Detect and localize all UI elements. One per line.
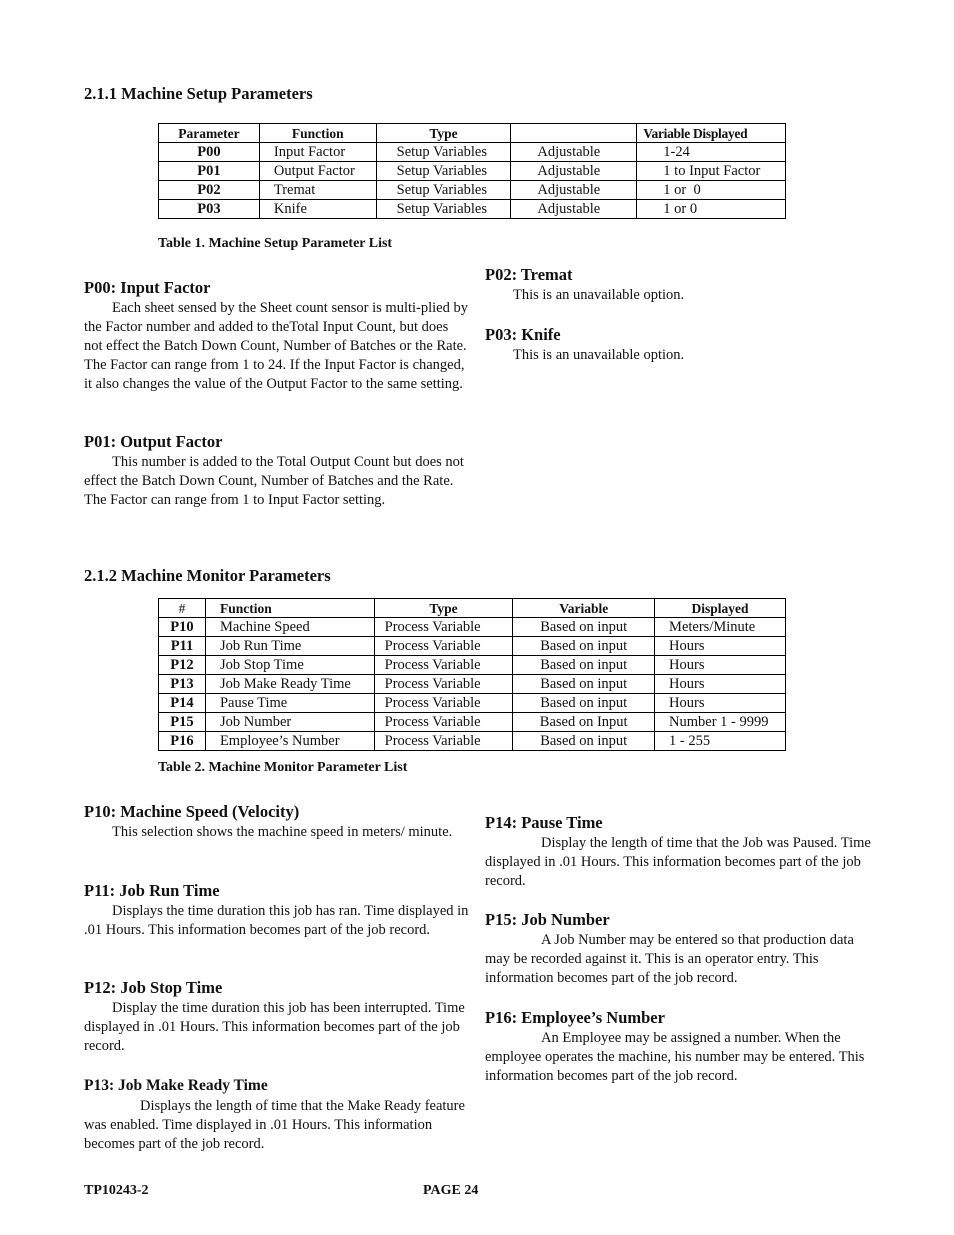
- table-row: [159, 162, 786, 181]
- p16-section: [485, 1007, 873, 1086]
- param-type: Process Variable: [374, 713, 513, 732]
- p16-title: P16: Employee’s Number: [485, 1008, 665, 1027]
- param-code: P16: [159, 732, 206, 751]
- param-type: Setup Variables: [376, 162, 511, 181]
- p00-body-text: Each sheet sensed by the Sheet count sensor is multi-plied by the Factor number and added to theTotal Input Count, but does not effect the Batch Down Count, Number of Batches or the Rate. The Factor can range from 1 to 24. If the Input Factor is changed, it also changes the value of the Output Factor to the same setting.: [84, 300, 468, 392]
- p10-body-text: This selection shows the machine speed in meters/ minute.: [112, 824, 453, 840]
- footer-page-number: PAGE 24: [423, 1183, 479, 1198]
- header-cell: Function: [259, 124, 376, 143]
- p03-body: [485, 346, 870, 365]
- param-function: Job Stop Time: [205, 656, 374, 675]
- param-variable: Based on input: [513, 656, 655, 675]
- table-header-row: [159, 124, 786, 143]
- table-header-row: [159, 599, 786, 618]
- p01-section: [84, 431, 470, 510]
- p13-body-text: Displays the length of time that the Make Ready feature was enabled. Time displayed in .01 Hours. This information becomes part of the job record.: [84, 1098, 465, 1152]
- p15-body-text: A Job Number may be entered so that production data may be recorded against it. This is an operator entry. This information becomes part of the job record.: [485, 932, 854, 986]
- param-type: Process Variable: [374, 732, 513, 751]
- p11-body-text: Displays the time duration this job has ran. Time displayed in .01 Hours. This information becomes part of the job record.: [84, 903, 469, 938]
- param-range: 1 or 0: [637, 181, 786, 200]
- param-displayed: Hours: [655, 694, 786, 713]
- p14-body: [485, 834, 873, 891]
- p03-body-text: This is an unavailable option.: [513, 347, 685, 363]
- param-function: Job Run Time: [205, 637, 374, 656]
- param-range: 1 to Input Factor: [637, 162, 786, 181]
- header-cell: #: [159, 599, 206, 618]
- param-code: P14: [159, 694, 206, 713]
- table-row: [159, 637, 786, 656]
- p00-title: P00: Input Factor: [84, 278, 211, 297]
- param-function: Knife: [259, 200, 376, 219]
- param-mode: Adjustable: [511, 143, 637, 162]
- p11-body: [84, 902, 472, 940]
- param-code: P12: [159, 656, 206, 675]
- header-cell: Displayed: [655, 599, 786, 618]
- param-code: P15: [159, 713, 206, 732]
- param-code: P02: [159, 181, 260, 200]
- param-displayed: Hours: [655, 675, 786, 694]
- header-cell: Type: [376, 124, 511, 143]
- param-function: Employee’s Number: [205, 732, 374, 751]
- param-code: P01: [159, 162, 260, 181]
- setup-heading: 2.1.1 Machine Setup Parameters: [84, 84, 313, 103]
- p10-body: [84, 823, 472, 842]
- p15-title: P15: Job Number: [485, 910, 610, 929]
- param-type: Process Variable: [374, 694, 513, 713]
- header-cell: Type: [374, 599, 513, 618]
- p01-body: [84, 453, 470, 510]
- param-function: Input Factor: [259, 143, 376, 162]
- p00-section: [84, 277, 470, 394]
- param-function: Tremat: [259, 181, 376, 200]
- param-displayed: Number 1 - 9999: [655, 713, 786, 732]
- param-function: Machine Speed: [205, 618, 374, 637]
- param-type: Process Variable: [374, 618, 513, 637]
- header-cell: Parameter: [159, 124, 260, 143]
- table-row: [159, 618, 786, 637]
- p12-title: P12: Job Stop Time: [84, 978, 223, 997]
- param-variable: Based on input: [513, 694, 655, 713]
- table-row: [159, 200, 786, 219]
- param-mode: Adjustable: [511, 181, 637, 200]
- param-range: 1 or 0: [637, 200, 786, 219]
- param-variable: Based on input: [513, 637, 655, 656]
- param-type: Process Variable: [374, 637, 513, 656]
- param-code: P00: [159, 143, 260, 162]
- p00-body: [84, 299, 470, 394]
- header-cell: Variable Displayed: [637, 124, 786, 143]
- p03-section: [485, 324, 870, 365]
- p12-body: [84, 999, 472, 1056]
- p02-section: [485, 264, 870, 305]
- param-variable: Based on Input: [513, 713, 655, 732]
- table-row: [159, 143, 786, 162]
- param-function: Job Make Ready Time: [205, 675, 374, 694]
- p14-body-text: Display the length of time that the Job was Paused. Time displayed in .01 Hours. This information becomes part of the job record.: [485, 835, 871, 889]
- p16-body: [485, 1029, 873, 1086]
- param-type: Process Variable: [374, 675, 513, 694]
- param-mode: Adjustable: [511, 162, 637, 181]
- param-function: Pause Time: [205, 694, 374, 713]
- param-function: Job Number: [205, 713, 374, 732]
- monitor-heading: 2.1.2 Machine Monitor Parameters: [84, 566, 331, 585]
- p13-body: [84, 1097, 472, 1154]
- p01-body-text: This number is added to the Total Output Count but does not effect the Batch Down Count, Number of Batches and the Rate. The Factor can range from 1 to Input Factor setting.: [84, 454, 464, 508]
- table-row: [159, 675, 786, 694]
- p12-body-text: Display the time duration this job has been interrupted. Time displayed in .01 Hours. This information becomes part of the job record.: [84, 1000, 465, 1054]
- param-range: 1-24: [637, 143, 786, 162]
- header-cell: Function: [205, 599, 374, 618]
- param-type: Process Variable: [374, 656, 513, 675]
- table-row: [159, 694, 786, 713]
- table-2-caption: Table 2. Machine Monitor Parameter List: [158, 760, 408, 775]
- param-code: P03: [159, 200, 260, 219]
- table-1-caption: Table 1. Machine Setup Parameter List: [158, 236, 393, 251]
- param-displayed: Meters/Minute: [655, 618, 786, 637]
- param-displayed: 1 - 255: [655, 732, 786, 751]
- p14-title: P14: Pause Time: [485, 813, 603, 832]
- p16-body-text: An Employee may be assigned a number. When the employee operates the machine, his number may be entered. This information becomes part of the job record.: [485, 1030, 865, 1084]
- monitor-parameter-table: [158, 598, 786, 751]
- p10-title: P10: Machine Speed (Velocity): [84, 802, 300, 821]
- param-code: P13: [159, 675, 206, 694]
- p02-body: [485, 286, 870, 305]
- footer-doc-id: TP10243-2: [84, 1183, 149, 1198]
- p15-section: [485, 909, 873, 988]
- param-displayed: Hours: [655, 637, 786, 656]
- p13-title: P13: Job Make Ready Time: [84, 1077, 268, 1094]
- param-code: P11: [159, 637, 206, 656]
- p02-title: P02: Tremat: [485, 265, 573, 284]
- p13-section: [84, 1075, 472, 1154]
- p11-title: P11: Job Run Time: [84, 881, 220, 900]
- param-type: Setup Variables: [376, 181, 511, 200]
- p03-title: P03: Knife: [485, 325, 561, 344]
- p11-section: [84, 880, 472, 940]
- table-row: [159, 656, 786, 675]
- p10-section: [84, 801, 472, 842]
- header-cell: [511, 124, 637, 143]
- table-row: [159, 181, 786, 200]
- param-code: P10: [159, 618, 206, 637]
- p15-body: [485, 931, 873, 988]
- param-displayed: Hours: [655, 656, 786, 675]
- table-row: [159, 732, 786, 751]
- param-function: Output Factor: [259, 162, 376, 181]
- setup-parameter-table: [158, 123, 786, 219]
- param-variable: Based on input: [513, 618, 655, 637]
- p02-body-text: This is an unavailable option.: [513, 287, 685, 303]
- p01-title: P01: Output Factor: [84, 432, 223, 451]
- header-cell: Variable: [513, 599, 655, 618]
- table-row: [159, 713, 786, 732]
- p14-section: [485, 812, 873, 891]
- param-variable: Based on input: [513, 675, 655, 694]
- param-type: Setup Variables: [376, 200, 511, 219]
- param-type: Setup Variables: [376, 143, 511, 162]
- p12-section: [84, 977, 472, 1056]
- param-mode: Adjustable: [511, 200, 637, 219]
- param-variable: Based on input: [513, 732, 655, 751]
